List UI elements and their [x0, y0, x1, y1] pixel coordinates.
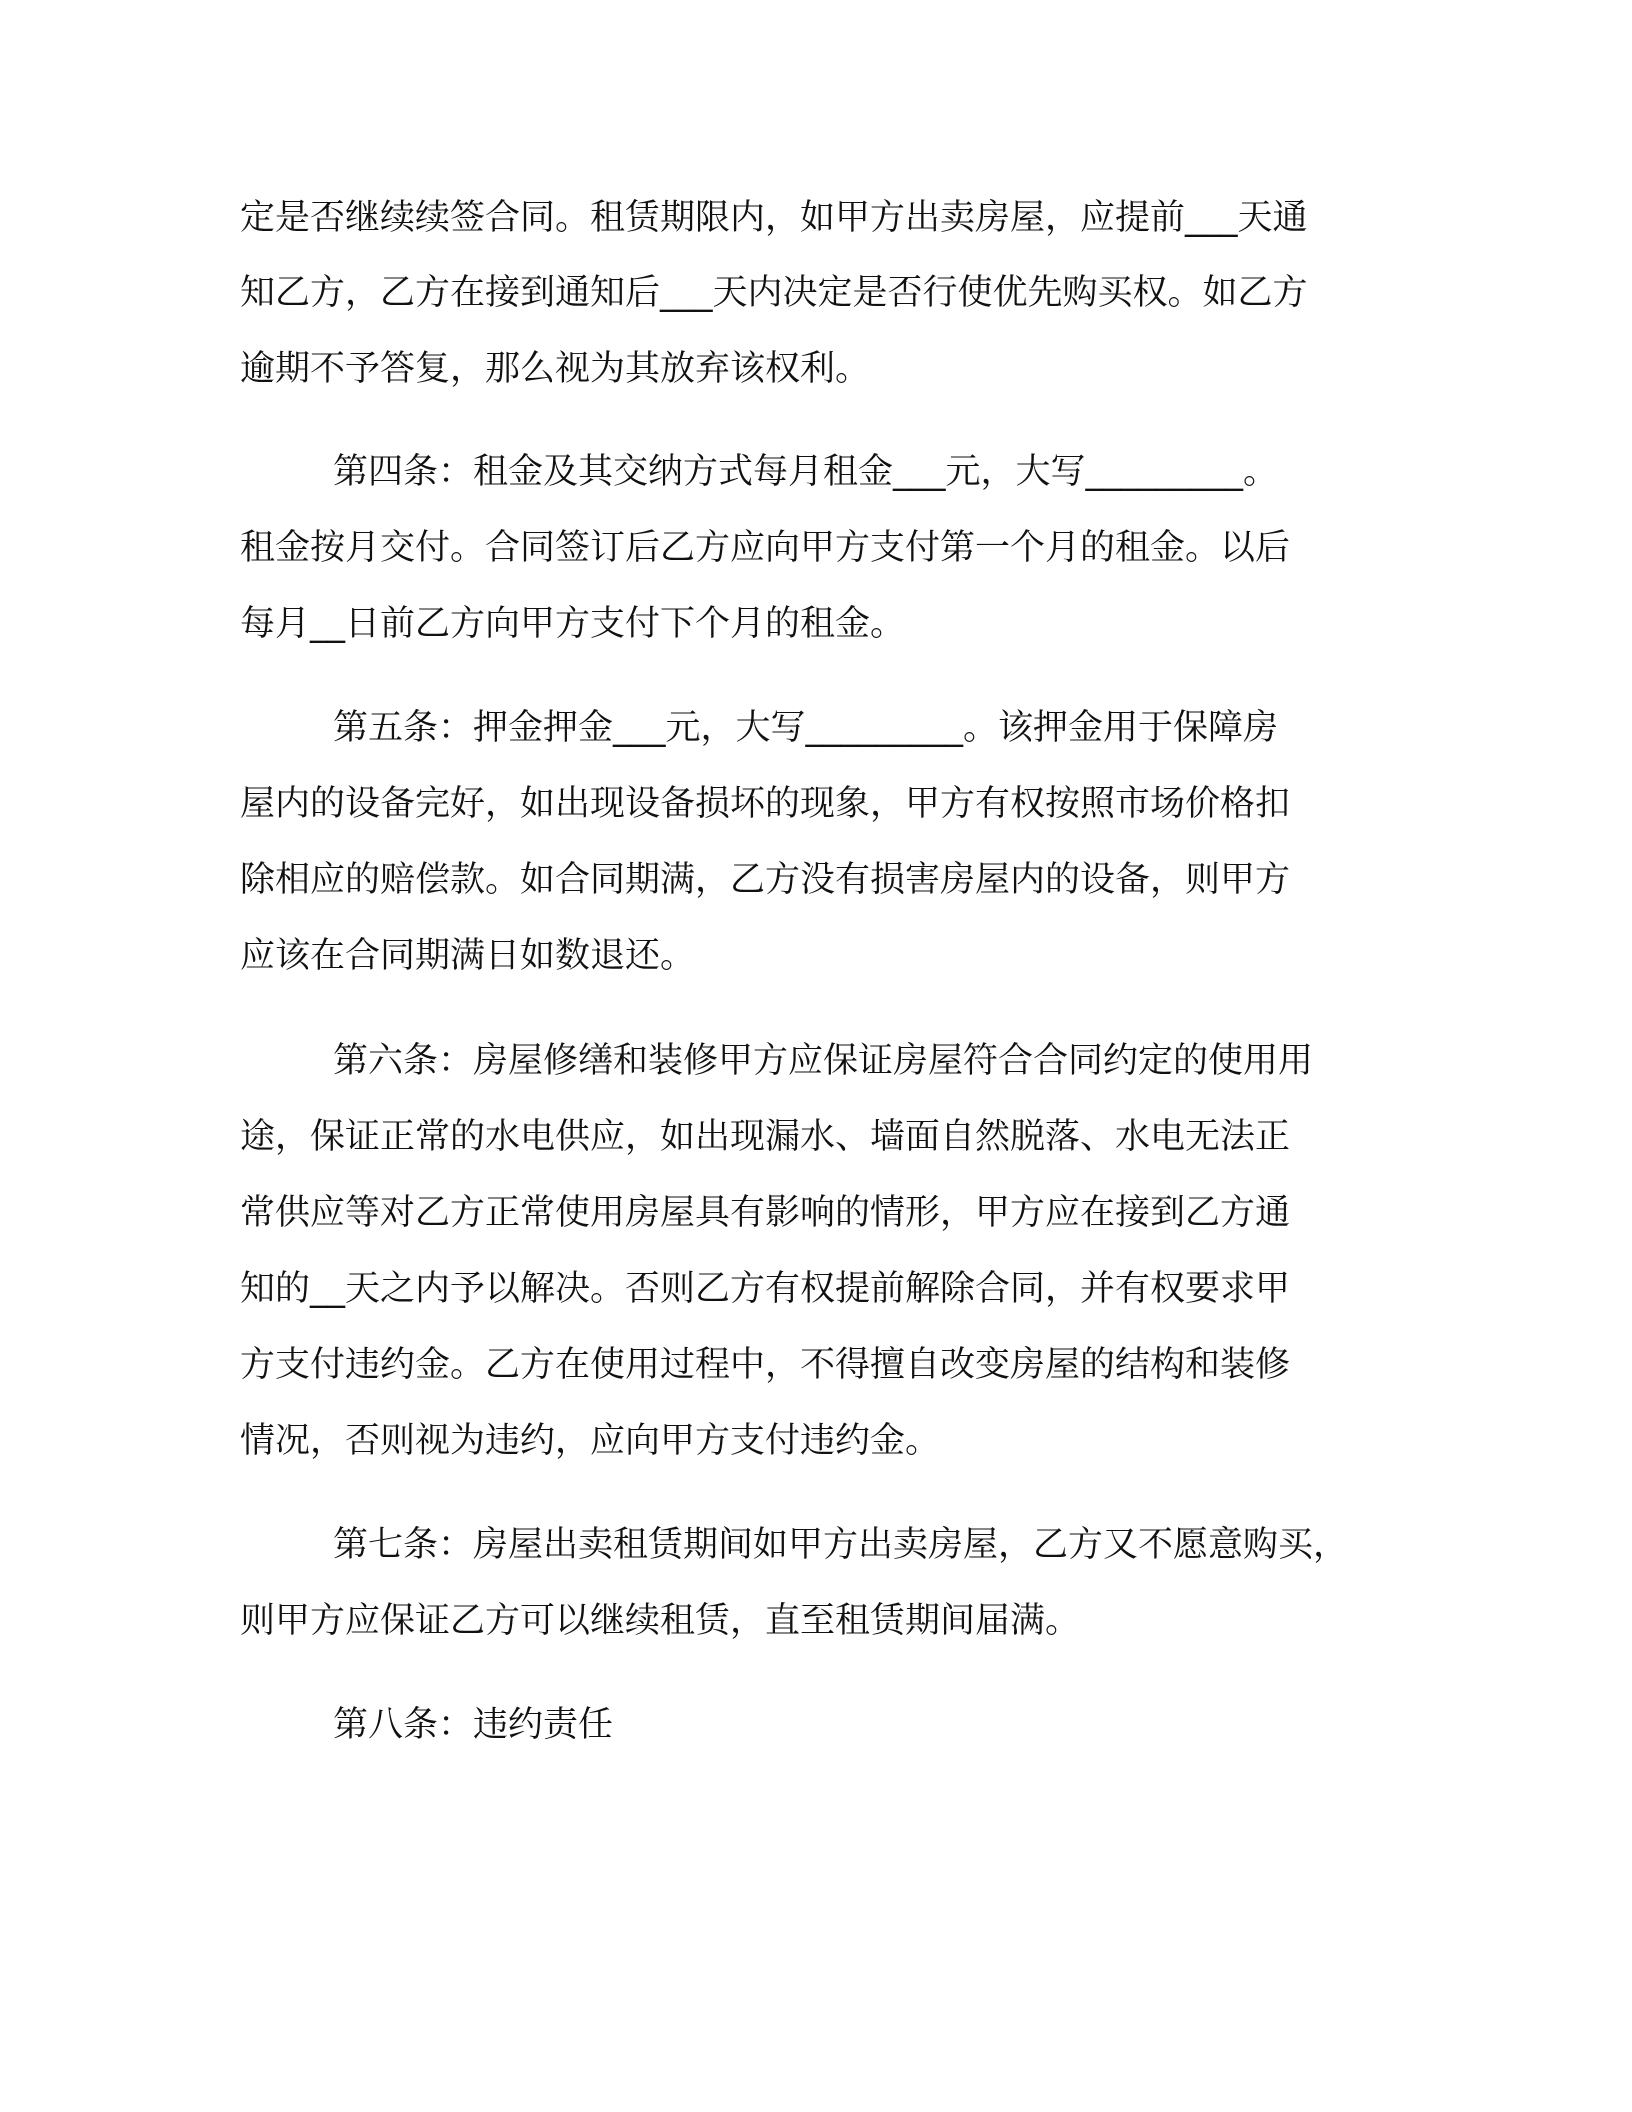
- text-line: 应该在合同期满日如数退还。: [240, 936, 696, 976]
- text-line: 逾期不予答复，那么视为其放弃该权利。: [240, 349, 871, 389]
- text-line: 知的__天之内予以解决。否则乙方有权提前解除合同，并有权要求甲: [240, 1269, 1291, 1309]
- text-line: 租金按月交付。合同签订后乙方应向甲方支付第一个月的租金。以后: [240, 528, 1291, 568]
- article-4-heading-line: 第四条：租金及其交纳方式每月租金___元，大写_________。: [333, 452, 1279, 492]
- text-line: 屋内的设备完好，如出现设备损坏的现象，甲方有权按照市场价格扣: [240, 784, 1291, 824]
- article-5-heading-line: 第五条：押金押金___元，大写_________。该押金用于保障房: [333, 708, 1279, 748]
- text-line: 常供应等对乙方正常使用房屋具有影响的情形，甲方应在接到乙方通: [240, 1193, 1291, 1233]
- text-line: 途，保证正常的水电供应，如出现漏水、墙面自然脱落、水电无法正: [240, 1117, 1291, 1157]
- text-line: 情况，否则视为违约，应向甲方支付违约金。: [240, 1421, 941, 1461]
- text-line: 每月__日前乙方向甲方支付下个月的租金。: [240, 604, 906, 644]
- text-line: 除相应的赔偿款。如合同期满，乙方没有损害房屋内的设备，则甲方: [240, 860, 1291, 900]
- text-line: 方支付违约金。乙方在使用过程中，不得擅自改变房屋的结构和装修: [240, 1345, 1291, 1385]
- article-8-heading-line: 第八条：违约责任: [333, 1705, 614, 1745]
- article-6-heading-line: 第六条：房屋修缮和装修甲方应保证房屋符合合同约定的使用用: [333, 1041, 1314, 1081]
- text-line: 定是否继续续签合同。租赁期限内，如甲方出卖房屋，应提前___天通: [240, 198, 1308, 238]
- text-line: 则甲方应保证乙方可以继续租赁，直至租赁期间届满。: [240, 1601, 1081, 1641]
- text-line: 知乙方，乙方在接到通知后___天内决定是否行使优先购买权。如乙方: [240, 273, 1308, 313]
- article-7-heading-line: 第七条：房屋出卖租赁期间如甲方出卖房屋，乙方又不愿意购买，: [333, 1525, 1349, 1565]
